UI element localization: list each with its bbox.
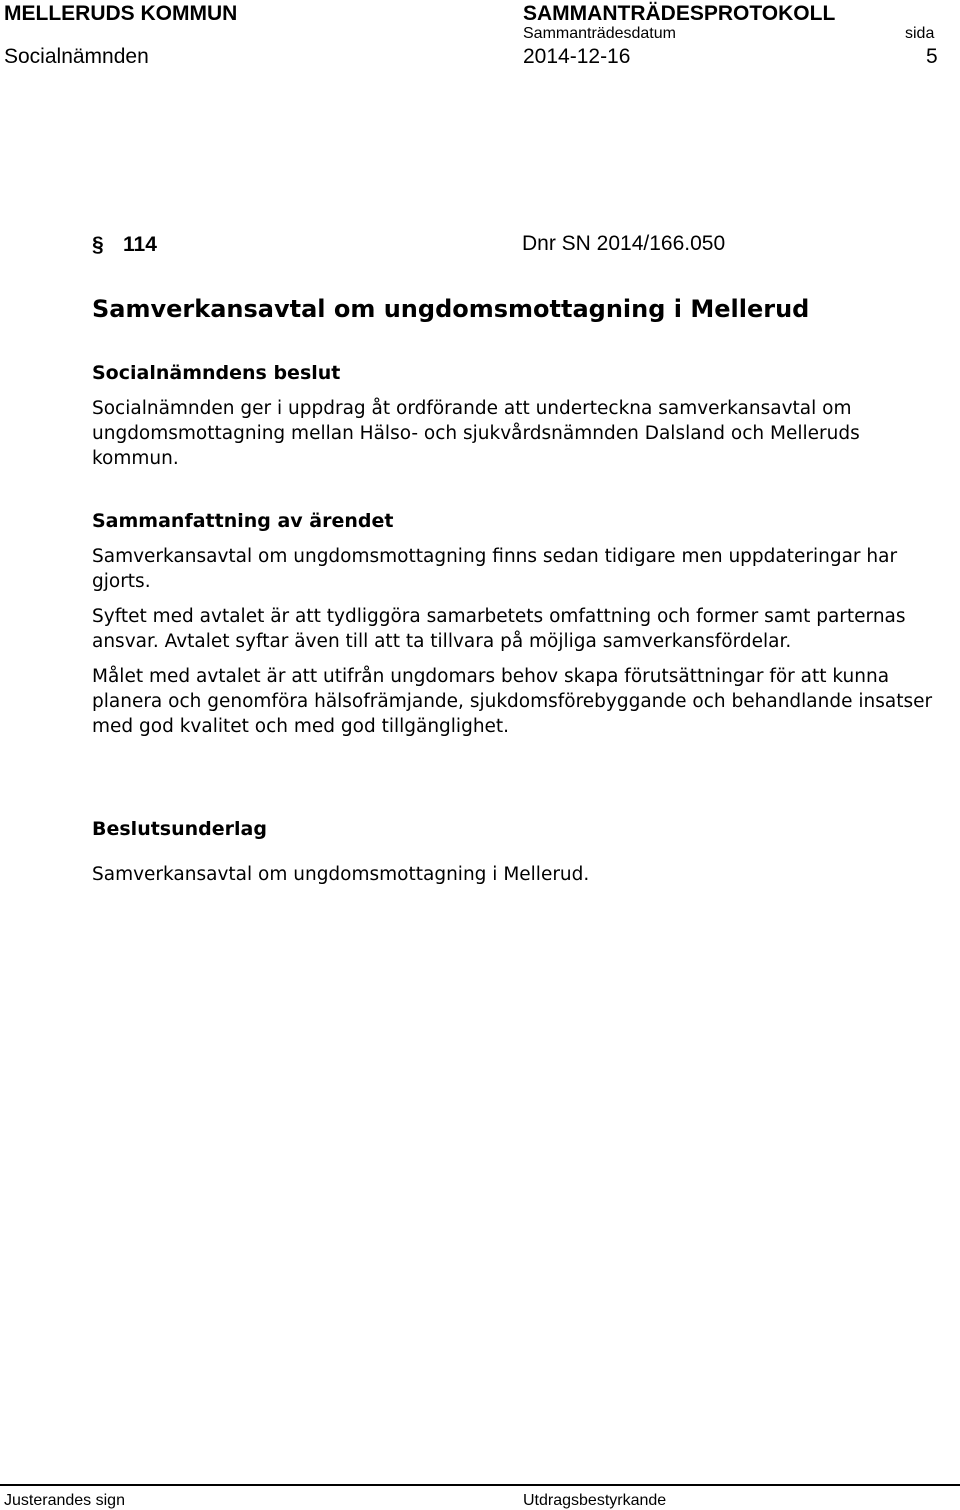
diary-number: Dnr SN 2014/166.050: [522, 232, 726, 255]
summary-heading: Sammanfattning av ärendet: [92, 510, 394, 532]
case-title: Samverkansavtal om ungdomsmottagning i Mellerud: [92, 295, 810, 323]
basis-heading: Beslutsunderlag: [92, 818, 267, 840]
page-label: sida: [905, 25, 935, 42]
case-line: [92, 232, 942, 257]
summary-paragraph: Målet med avtalet är att utifrån ungdomars behov skapa förutsättningar för att kunna planera och genomföra hälsofrämjande, sjukdomsförebyggande och behandlande insatser med god kvalitet och med god tillgänglighet.: [92, 666, 933, 737]
footer-initials-label: Justerandes sign: [4, 1492, 125, 1509]
org-name: MELLERUDS KOMMUN: [4, 2, 238, 25]
document-type: SAMMANTRÄDESPROTOKOLL: [523, 2, 836, 25]
basis-section: [92, 818, 942, 887]
summary-paragraph: Syftet med avtalet är att tydliggöra samarbetets omfattning och former samt parternas ansvar. Avtalet syftar även till att ta tillvara på möjliga samverkansfördelar.: [92, 606, 906, 652]
decision-heading: Socialnämndens beslut: [92, 362, 341, 384]
summary-section: [92, 510, 942, 739]
footer-divider: [0, 1484, 960, 1486]
decision-section: [92, 362, 942, 471]
date-label: Sammanträdesdatum: [523, 25, 676, 42]
summary-paragraph: Samverkansavtal om ungdomsmottagning finns sedan tidigare men uppdateringar har gjorts.: [92, 546, 898, 592]
page-number: 5: [926, 45, 938, 68]
section-symbol: §: [92, 233, 104, 256]
committee-name: Socialnämnden: [4, 45, 149, 68]
decision-text: Socialnämnden ger i uppdrag åt ordförande att underteckna samverkansavtal om ungdomsmottagning mellan Hälso- och sjukvårdsnämnden Dalsland och Melleruds kommun.: [92, 398, 860, 469]
basis-text: Samverkansavtal om ungdomsmottagning i Mellerud.: [92, 864, 590, 885]
footer-certification-label: Utdragsbestyrkande: [523, 1492, 667, 1509]
meeting-date: 2014-12-16: [523, 45, 631, 68]
case-number: 114: [123, 233, 157, 256]
